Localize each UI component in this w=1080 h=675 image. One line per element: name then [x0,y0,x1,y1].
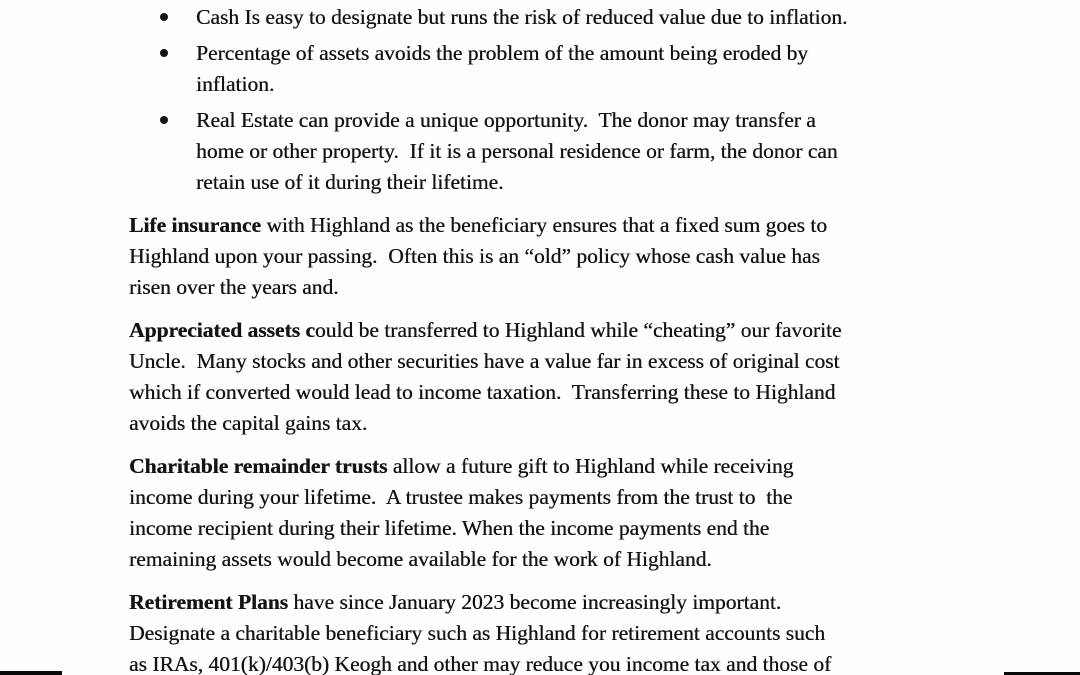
text-line: which if converted would lead to income taxation. Transferring these to Highland [129,380,836,404]
paragraph-lead: Retirement Plans [129,590,289,614]
text-line [129,451,989,482]
text-line: remaining assets would become available for the work of Highland. [129,547,712,571]
paragraph-life-insurance [129,210,989,303]
list-item-real-estate [129,105,989,198]
text-line: avoids the capital gains tax. [129,411,368,435]
paragraph-lead-rest: have since January 2023 become increasingly important. [288,590,782,614]
bullet-icon [160,13,168,21]
paragraph-lead-rest: with Highland as the beneficiary ensures that a fixed sum goes to [260,213,827,237]
text-line: risen over the years and. [129,275,339,299]
list-item-percentage [129,38,989,100]
document-content [129,2,989,675]
text-line: Highland upon your passing. Often this is an “old” policy whose cash value has [129,244,820,268]
list-item-text [196,38,808,100]
text-line: income during your lifetime. A trustee makes payments from the trust to the [129,485,793,509]
bullet-list [129,2,989,198]
text-line: Designate a charitable beneficiary such as Highland for retirement accounts such [129,621,826,645]
text-line [129,315,989,346]
paragraph-charitable-remainder-trusts [129,451,989,575]
text-line [129,210,989,241]
bullet-icon [160,116,168,124]
text-line: Percentage of assets avoids the problem of the amount being eroded by [196,41,808,65]
text-line: as IRAs, 401(k)/403(b) Keogh and other may reduce you income tax and those of [129,652,832,675]
text-line: home or other property. If it is a personal residence or farm, the donor can [196,139,838,163]
paragraph-lead: Appreciated assets c [129,318,315,342]
text-line: inflation. [196,72,275,96]
bullet-icon [160,49,168,57]
paragraph-lead-rest: allow a future gift to Highland while receiving [387,454,794,478]
list-item-cash [129,2,989,33]
paragraph-lead: Life insurance [129,213,261,237]
text-line: retain use of it during their lifetime. [196,170,504,194]
text-line [129,587,989,618]
text-line: Uncle. Many stocks and other securities have a value far in excess of original cost [129,349,840,373]
paragraph-lead-rest: ould be transferred to Highland while “cheating” our favorite [314,318,842,342]
list-item-text [196,2,847,33]
text-line: Cash Is easy to designate but runs the risk of reduced value due to inflation. [196,5,848,29]
text-line: Real Estate can provide a unique opportunity. The donor may transfer a [196,108,816,132]
list-item-text [196,105,838,198]
text-line: income recipient during their lifetime. When the income payments end the [129,516,770,540]
scan-border-bottom-left [0,671,62,675]
paragraph-retirement-plans [129,587,989,675]
paragraph-appreciated-assets [129,315,989,439]
paragraph-lead: Charitable remainder trusts [129,454,388,478]
